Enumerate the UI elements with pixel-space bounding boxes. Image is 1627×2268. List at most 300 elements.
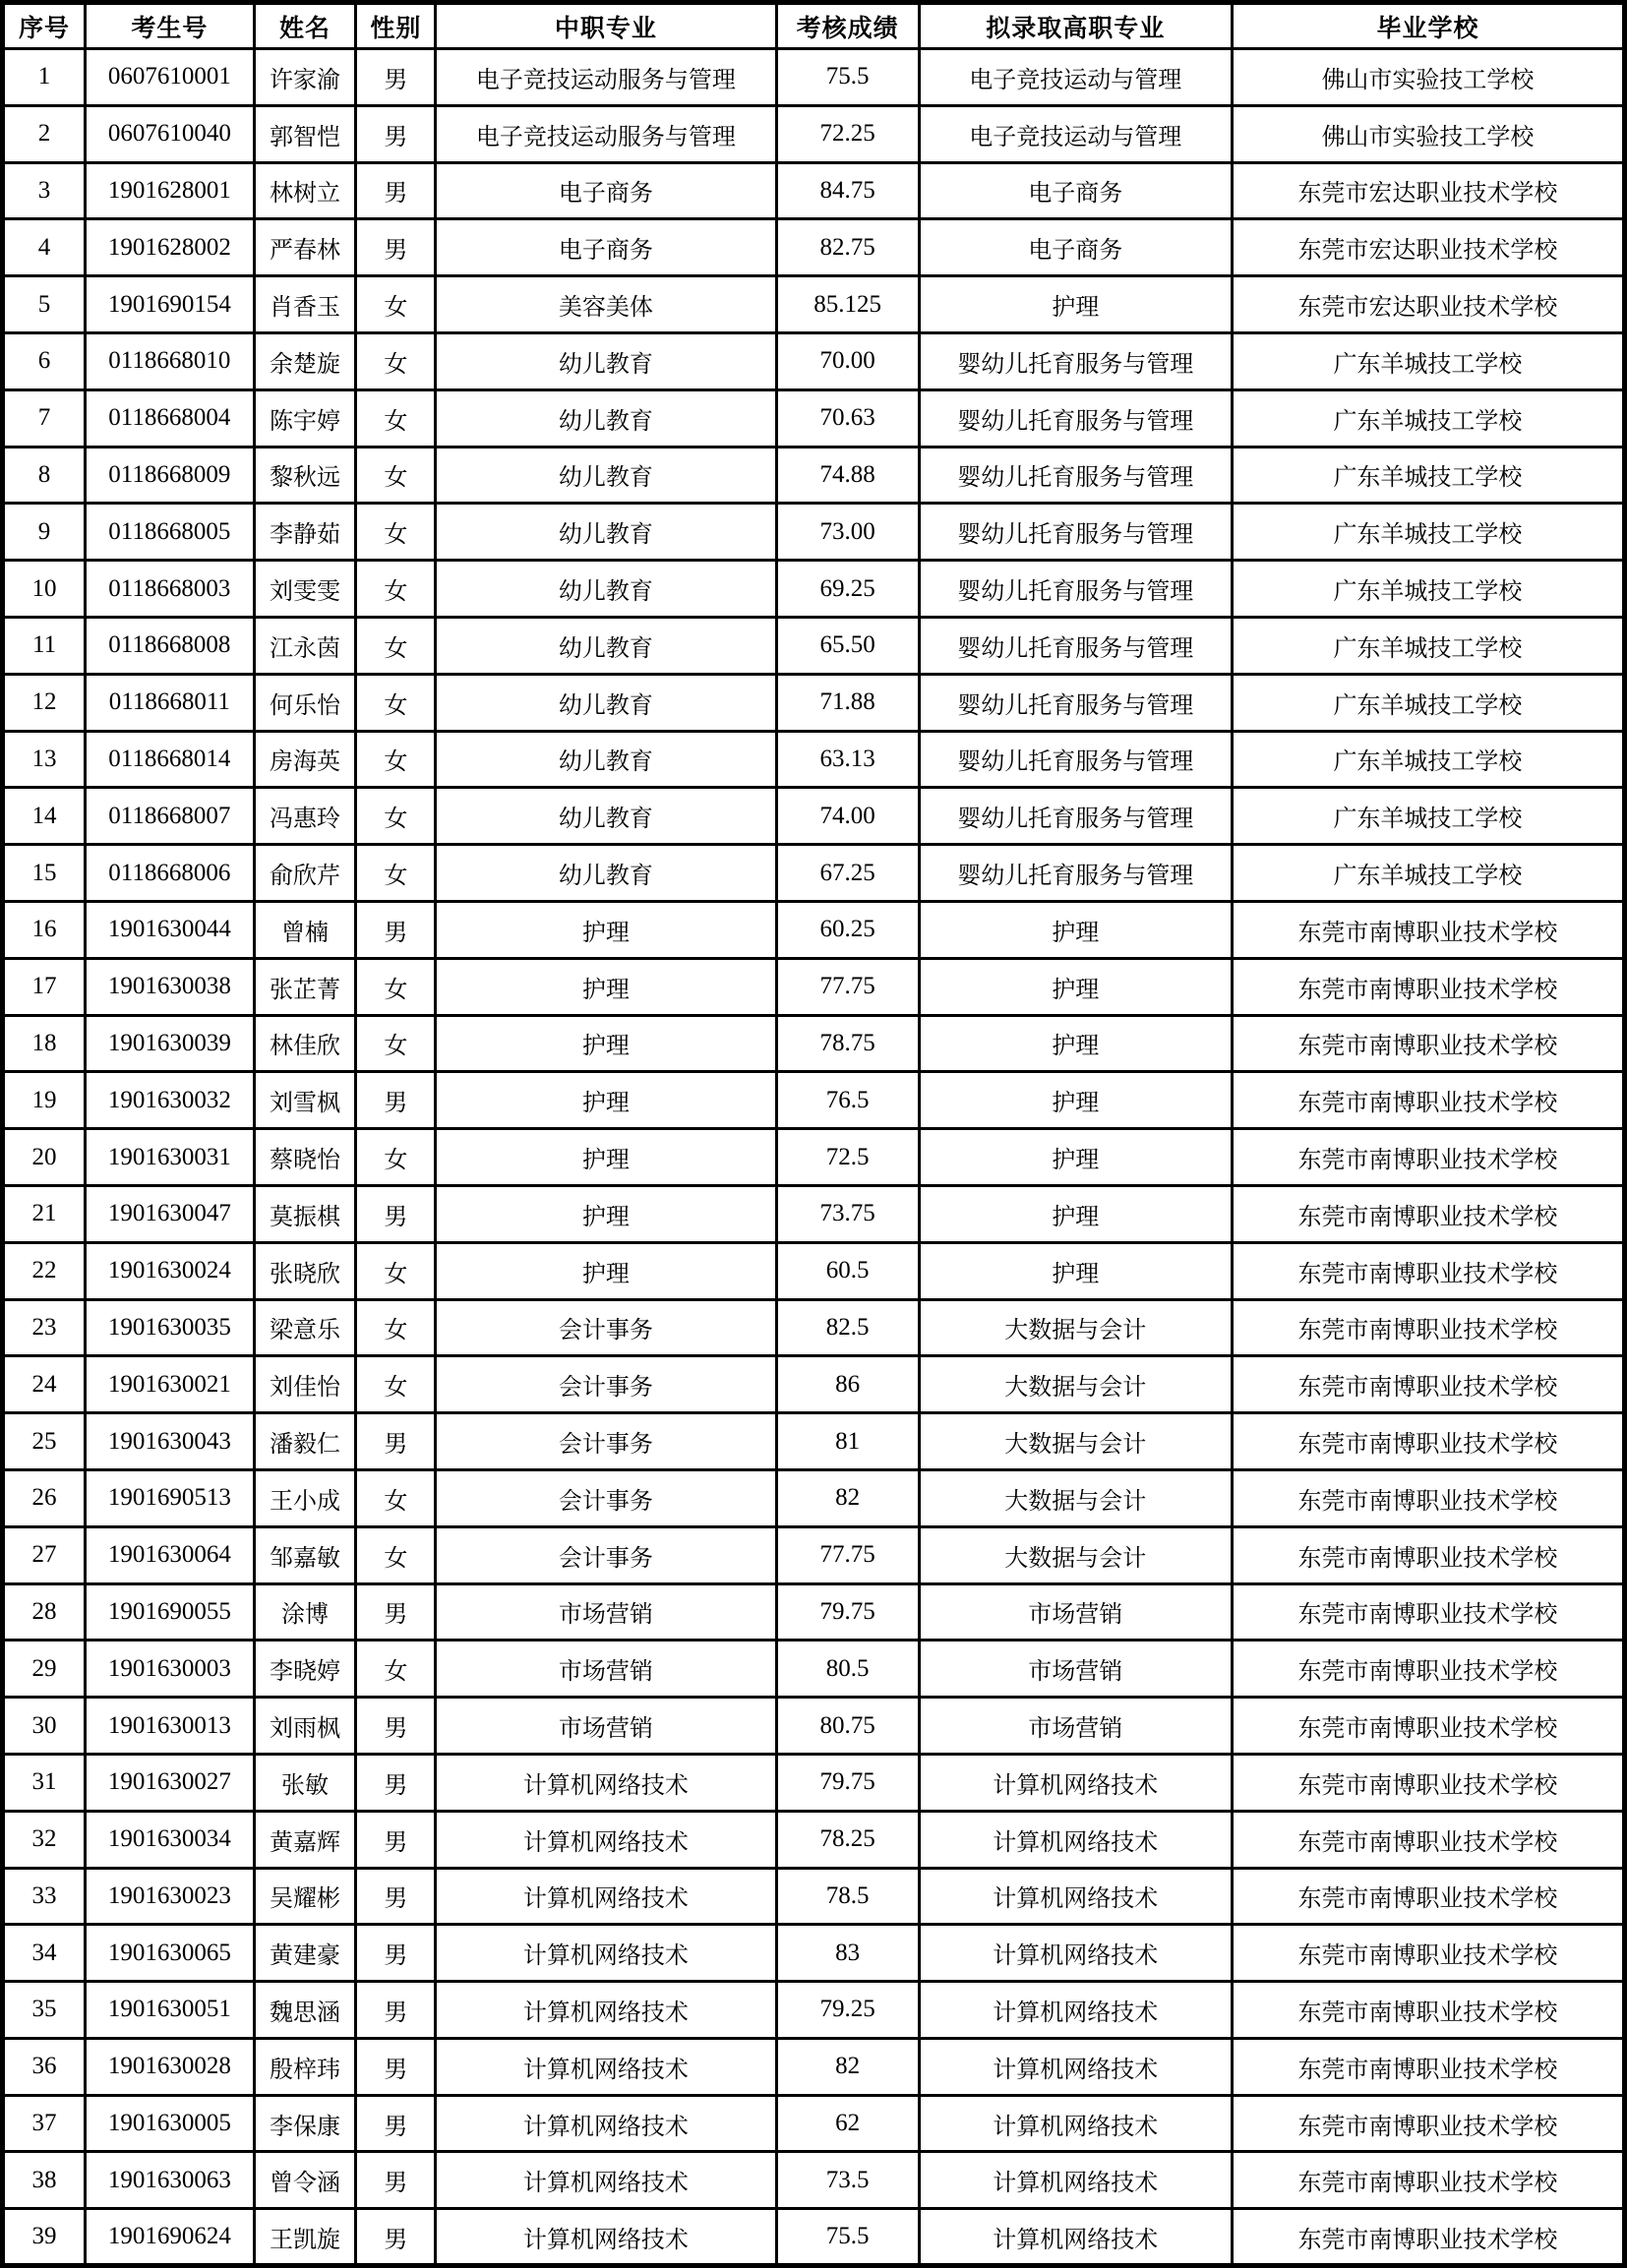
cell-seq: 3: [3, 162, 86, 219]
cell-school: 广东羊城技工学校: [1232, 561, 1624, 618]
cell-candidate-no: 1901630024: [86, 1242, 254, 1299]
cell-mid-major: 护理: [436, 958, 776, 1015]
cell-mid-major: 幼儿教育: [436, 389, 776, 447]
cell-seq: 36: [3, 2038, 86, 2095]
cell-admit-major: 计算机网络技术: [919, 2038, 1232, 2095]
cell-school: 东莞市南博职业技术学校: [1232, 958, 1624, 1015]
cell-gender: 男: [356, 2038, 436, 2095]
table-row: [3, 561, 1625, 618]
cell-school: 东莞市南博职业技术学校: [1232, 1072, 1624, 1129]
cell-candidate-no: 1901628002: [86, 219, 254, 276]
cell-admit-major: 计算机网络技术: [919, 2095, 1232, 2152]
cell-admit-major: 大数据与会计: [919, 1469, 1232, 1526]
cell-gender: 男: [356, 2095, 436, 2152]
cell-seq: 16: [3, 901, 86, 958]
cell-gender: 女: [356, 1356, 436, 1413]
cell-admit-major: 市场营销: [919, 1698, 1232, 1755]
cell-school: 佛山市实验技工学校: [1232, 105, 1624, 162]
cell-school: 东莞市南博职业技术学校: [1232, 1583, 1624, 1641]
cell-school: 东莞市宏达职业技术学校: [1232, 276, 1624, 333]
cell-score: 75.5: [776, 49, 919, 106]
cell-mid-major: 幼儿教育: [436, 674, 776, 731]
cell-seq: 18: [3, 1015, 86, 1072]
cell-name: 陈宇婷: [254, 389, 356, 447]
cell-candidate-no: 1901630038: [86, 958, 254, 1015]
cell-candidate-no: 1901630051: [86, 1982, 254, 2039]
cell-admit-major: 计算机网络技术: [919, 2209, 1232, 2266]
table-row: [3, 1469, 1625, 1526]
column-header-school: 毕业学校: [1232, 3, 1624, 49]
cell-seq: 27: [3, 1526, 86, 1583]
cell-school: 东莞市南博职业技术学校: [1232, 2038, 1624, 2095]
cell-name: 黄建豪: [254, 1925, 356, 1982]
cell-seq: 23: [3, 1299, 86, 1356]
cell-candidate-no: 1901630064: [86, 1526, 254, 1583]
cell-admit-major: 大数据与会计: [919, 1413, 1232, 1470]
cell-school: 东莞市南博职业技术学校: [1232, 1982, 1624, 2039]
cell-candidate-no: 1901630039: [86, 1015, 254, 1072]
cell-admit-major: 大数据与会计: [919, 1526, 1232, 1583]
cell-school: 东莞市宏达职业技术学校: [1232, 219, 1624, 276]
cell-gender: 男: [356, 901, 436, 958]
cell-seq: 32: [3, 1811, 86, 1868]
cell-mid-major: 计算机网络技术: [436, 1811, 776, 1868]
cell-gender: 女: [356, 1299, 436, 1356]
cell-seq: 17: [3, 958, 86, 1015]
cell-candidate-no: 1901630021: [86, 1356, 254, 1413]
table-row: [3, 1811, 1625, 1868]
cell-score: 62: [776, 2095, 919, 2152]
cell-name: 李晓婷: [254, 1641, 356, 1698]
cell-score: 84.75: [776, 162, 919, 219]
cell-admit-major: 大数据与会计: [919, 1356, 1232, 1413]
cell-admit-major: 婴幼儿托育服务与管理: [919, 447, 1232, 504]
cell-admit-major: 计算机网络技术: [919, 1811, 1232, 1868]
cell-seq: 9: [3, 504, 86, 561]
table-body: [3, 49, 1625, 2266]
cell-score: 67.25: [776, 845, 919, 902]
cell-score: 80.75: [776, 1698, 919, 1755]
cell-name: 涂博: [254, 1583, 356, 1641]
cell-mid-major: 会计事务: [436, 1469, 776, 1526]
cell-gender: 男: [356, 2152, 436, 2209]
cell-candidate-no: 1901630065: [86, 1925, 254, 1982]
cell-admit-major: 计算机网络技术: [919, 2152, 1232, 2209]
cell-candidate-no: 0118668004: [86, 389, 254, 447]
cell-gender: 女: [356, 389, 436, 447]
table-row: [3, 901, 1625, 958]
cell-name: 许家渝: [254, 49, 356, 106]
cell-score: 83: [776, 1925, 919, 1982]
cell-seq: 2: [3, 105, 86, 162]
table-row: [3, 105, 1625, 162]
cell-score: 70.00: [776, 332, 919, 389]
cell-school: 东莞市南博职业技术学校: [1232, 2209, 1624, 2266]
table-row: [3, 1072, 1625, 1129]
cell-seq: 8: [3, 447, 86, 504]
cell-name: 黎秋远: [254, 447, 356, 504]
cell-name: 李保康: [254, 2095, 356, 2152]
cell-candidate-no: 1901630044: [86, 901, 254, 958]
cell-score: 73.75: [776, 1185, 919, 1242]
cell-seq: 34: [3, 1925, 86, 1982]
cell-mid-major: 计算机网络技术: [436, 1982, 776, 2039]
cell-gender: 男: [356, 1072, 436, 1129]
table-row: [3, 276, 1625, 333]
table-row: [3, 674, 1625, 731]
cell-candidate-no: 1901630032: [86, 1072, 254, 1129]
cell-school: 东莞市南博职业技术学校: [1232, 1413, 1624, 1470]
cell-candidate-no: 0607610001: [86, 49, 254, 106]
cell-seq: 28: [3, 1583, 86, 1641]
cell-admit-major: 婴幼儿托育服务与管理: [919, 504, 1232, 561]
cell-name: 黄嘉辉: [254, 1811, 356, 1868]
cell-school: 广东羊城技工学校: [1232, 447, 1624, 504]
cell-gender: 女: [356, 788, 436, 845]
cell-candidate-no: 0118668011: [86, 674, 254, 731]
cell-gender: 男: [356, 219, 436, 276]
cell-admit-major: 护理: [919, 1185, 1232, 1242]
cell-seq: 39: [3, 2209, 86, 2266]
table-row: [3, 731, 1625, 788]
cell-name: 莫振棋: [254, 1185, 356, 1242]
cell-school: 东莞市南博职业技术学校: [1232, 1299, 1624, 1356]
table-row: [3, 49, 1625, 106]
cell-gender: 女: [356, 958, 436, 1015]
cell-mid-major: 护理: [436, 1015, 776, 1072]
cell-score: 76.5: [776, 1072, 919, 1129]
cell-candidate-no: 1901690624: [86, 2209, 254, 2266]
cell-candidate-no: 0607610040: [86, 105, 254, 162]
cell-school: 广东羊城技工学校: [1232, 332, 1624, 389]
cell-candidate-no: 1901628001: [86, 162, 254, 219]
cell-name: 张晓欣: [254, 1242, 356, 1299]
cell-score: 77.75: [776, 1526, 919, 1583]
table-row: [3, 788, 1625, 845]
cell-candidate-no: 0118668005: [86, 504, 254, 561]
cell-score: 79.75: [776, 1583, 919, 1641]
cell-seq: 37: [3, 2095, 86, 2152]
cell-seq: 21: [3, 1185, 86, 1242]
cell-school: 广东羊城技工学校: [1232, 674, 1624, 731]
table-row: [3, 2152, 1625, 2209]
cell-score: 78.75: [776, 1015, 919, 1072]
cell-name: 余楚旋: [254, 332, 356, 389]
cell-gender: 女: [356, 504, 436, 561]
cell-admit-major: 护理: [919, 901, 1232, 958]
cell-score: 63.13: [776, 731, 919, 788]
cell-school: 东莞市南博职业技术学校: [1232, 1811, 1624, 1868]
cell-admit-major: 电子竞技运动与管理: [919, 49, 1232, 106]
cell-mid-major: 计算机网络技术: [436, 2095, 776, 2152]
cell-candidate-no: 1901690055: [86, 1583, 254, 1641]
cell-admit-major: 婴幼儿托育服务与管理: [919, 674, 1232, 731]
cell-gender: 男: [356, 1413, 436, 1470]
cell-name: 吴耀彬: [254, 1868, 356, 1925]
cell-gender: 女: [356, 1526, 436, 1583]
cell-candidate-no: 1901630034: [86, 1811, 254, 1868]
cell-gender: 男: [356, 1925, 436, 1982]
cell-mid-major: 市场营销: [436, 1698, 776, 1755]
cell-gender: 男: [356, 1583, 436, 1641]
table-row: [3, 1641, 1625, 1698]
cell-mid-major: 护理: [436, 1129, 776, 1186]
cell-mid-major: 计算机网络技术: [436, 2152, 776, 2209]
table-row: [3, 845, 1625, 902]
cell-name: 刘雨枫: [254, 1698, 356, 1755]
cell-score: 82.5: [776, 1299, 919, 1356]
cell-admit-major: 大数据与会计: [919, 1299, 1232, 1356]
cell-name: 俞欣芹: [254, 845, 356, 902]
cell-candidate-no: 0118668006: [86, 845, 254, 902]
cell-gender: 女: [356, 1015, 436, 1072]
cell-name: 刘佳怡: [254, 1356, 356, 1413]
cell-school: 东莞市南博职业技术学校: [1232, 1129, 1624, 1186]
header-row: [3, 3, 1625, 49]
cell-name: 曾楠: [254, 901, 356, 958]
cell-mid-major: 电子商务: [436, 162, 776, 219]
cell-mid-major: 计算机网络技术: [436, 2209, 776, 2266]
cell-mid-major: 会计事务: [436, 1413, 776, 1470]
cell-mid-major: 市场营销: [436, 1583, 776, 1641]
cell-mid-major: 幼儿教育: [436, 845, 776, 902]
cell-name: 房海英: [254, 731, 356, 788]
cell-school: 广东羊城技工学校: [1232, 788, 1624, 845]
cell-name: 严春林: [254, 219, 356, 276]
cell-admit-major: 护理: [919, 1242, 1232, 1299]
cell-gender: 女: [356, 332, 436, 389]
cell-score: 72.25: [776, 105, 919, 162]
cell-seq: 29: [3, 1641, 86, 1698]
cell-school: 东莞市南博职业技术学校: [1232, 901, 1624, 958]
cell-school: 东莞市南博职业技术学校: [1232, 1015, 1624, 1072]
cell-seq: 24: [3, 1356, 86, 1413]
cell-mid-major: 护理: [436, 1072, 776, 1129]
cell-school: 广东羊城技工学校: [1232, 731, 1624, 788]
cell-seq: 11: [3, 617, 86, 674]
cell-gender: 女: [356, 1641, 436, 1698]
cell-score: 70.63: [776, 389, 919, 447]
cell-score: 85.125: [776, 276, 919, 333]
cell-seq: 12: [3, 674, 86, 731]
cell-score: 86: [776, 1356, 919, 1413]
column-header-admit-major: 拟录取高职专业: [919, 3, 1232, 49]
cell-name: 郭智恺: [254, 105, 356, 162]
table-row: [3, 1015, 1625, 1072]
cell-admit-major: 计算机网络技术: [919, 1868, 1232, 1925]
cell-admit-major: 电子商务: [919, 219, 1232, 276]
cell-gender: 男: [356, 2209, 436, 2266]
cell-mid-major: 市场营销: [436, 1641, 776, 1698]
cell-score: 82: [776, 1469, 919, 1526]
cell-seq: 7: [3, 389, 86, 447]
cell-seq: 1: [3, 49, 86, 106]
cell-candidate-no: 0118668010: [86, 332, 254, 389]
column-header-score: 考核成绩: [776, 3, 919, 49]
table-row: [3, 1698, 1625, 1755]
cell-candidate-no: 1901630013: [86, 1698, 254, 1755]
cell-mid-major: 会计事务: [436, 1356, 776, 1413]
cell-name: 梁意乐: [254, 1299, 356, 1356]
cell-candidate-no: 1901630063: [86, 2152, 254, 2209]
cell-school: 广东羊城技工学校: [1232, 504, 1624, 561]
cell-gender: 女: [356, 674, 436, 731]
cell-candidate-no: 1901690513: [86, 1469, 254, 1526]
cell-name: 张芷菁: [254, 958, 356, 1015]
cell-name: 刘雯雯: [254, 561, 356, 618]
cell-school: 东莞市南博职业技术学校: [1232, 1754, 1624, 1811]
cell-seq: 14: [3, 788, 86, 845]
cell-mid-major: 幼儿教育: [436, 731, 776, 788]
cell-candidate-no: 1901630043: [86, 1413, 254, 1470]
cell-name: 冯惠玲: [254, 788, 356, 845]
cell-mid-major: 幼儿教育: [436, 617, 776, 674]
cell-admit-major: 婴幼儿托育服务与管理: [919, 617, 1232, 674]
cell-name: 蔡晓怡: [254, 1129, 356, 1186]
cell-candidate-no: 1901630047: [86, 1185, 254, 1242]
cell-score: 74.88: [776, 447, 919, 504]
cell-gender: 男: [356, 1698, 436, 1755]
cell-score: 71.88: [776, 674, 919, 731]
table-row: [3, 504, 1625, 561]
cell-mid-major: 幼儿教育: [436, 504, 776, 561]
cell-seq: 13: [3, 731, 86, 788]
cell-mid-major: 护理: [436, 901, 776, 958]
cell-seq: 30: [3, 1698, 86, 1755]
table-row: [3, 2038, 1625, 2095]
table-header: [3, 3, 1625, 49]
column-header-seq: 序号: [3, 3, 86, 49]
table-row: [3, 389, 1625, 447]
cell-admit-major: 护理: [919, 958, 1232, 1015]
cell-candidate-no: 1901630031: [86, 1129, 254, 1186]
cell-admit-major: 婴幼儿托育服务与管理: [919, 845, 1232, 902]
cell-school: 东莞市南博职业技术学校: [1232, 1698, 1624, 1755]
cell-seq: 15: [3, 845, 86, 902]
table-row: [3, 1356, 1625, 1413]
cell-admit-major: 婴幼儿托育服务与管理: [919, 389, 1232, 447]
table-row: [3, 1982, 1625, 2039]
cell-admit-major: 婴幼儿托育服务与管理: [919, 731, 1232, 788]
cell-admit-major: 婴幼儿托育服务与管理: [919, 332, 1232, 389]
cell-seq: 10: [3, 561, 86, 618]
cell-mid-major: 幼儿教育: [436, 332, 776, 389]
cell-school: 广东羊城技工学校: [1232, 617, 1624, 674]
cell-school: 东莞市南博职业技术学校: [1232, 1242, 1624, 1299]
cell-school: 佛山市实验技工学校: [1232, 49, 1624, 106]
cell-score: 75.5: [776, 2209, 919, 2266]
cell-name: 何乐怡: [254, 674, 356, 731]
table-row: [3, 162, 1625, 219]
cell-candidate-no: 0118668009: [86, 447, 254, 504]
cell-score: 69.25: [776, 561, 919, 618]
cell-school: 广东羊城技工学校: [1232, 389, 1624, 447]
cell-admit-major: 电子商务: [919, 162, 1232, 219]
cell-gender: 男: [356, 105, 436, 162]
cell-score: 80.5: [776, 1641, 919, 1698]
cell-seq: 20: [3, 1129, 86, 1186]
cell-gender: 女: [356, 276, 436, 333]
cell-score: 60.5: [776, 1242, 919, 1299]
cell-mid-major: 电子竞技运动服务与管理: [436, 49, 776, 106]
cell-school: 东莞市南博职业技术学校: [1232, 1526, 1624, 1583]
cell-name: 曾令涵: [254, 2152, 356, 2209]
cell-gender: 女: [356, 447, 436, 504]
cell-gender: 男: [356, 1754, 436, 1811]
cell-score: 78.5: [776, 1868, 919, 1925]
cell-gender: 男: [356, 1185, 436, 1242]
cell-name: 魏思涵: [254, 1982, 356, 2039]
table-row: [3, 447, 1625, 504]
cell-gender: 男: [356, 162, 436, 219]
table-row: [3, 1754, 1625, 1811]
cell-school: 东莞市南博职业技术学校: [1232, 1868, 1624, 1925]
cell-admit-major: 婴幼儿托育服务与管理: [919, 561, 1232, 618]
cell-candidate-no: 1901630027: [86, 1754, 254, 1811]
cell-admit-major: 计算机网络技术: [919, 1925, 1232, 1982]
cell-name: 潘毅仁: [254, 1413, 356, 1470]
cell-school: 东莞市宏达职业技术学校: [1232, 162, 1624, 219]
cell-gender: 女: [356, 561, 436, 618]
cell-seq: 35: [3, 1982, 86, 2039]
cell-school: 东莞市南博职业技术学校: [1232, 1925, 1624, 1982]
cell-mid-major: 幼儿教育: [436, 561, 776, 618]
cell-gender: 女: [356, 617, 436, 674]
table-row: [3, 2209, 1625, 2266]
cell-score: 79.75: [776, 1754, 919, 1811]
cell-candidate-no: 1901630035: [86, 1299, 254, 1356]
cell-score: 78.25: [776, 1811, 919, 1868]
cell-school: 东莞市南博职业技术学校: [1232, 1641, 1624, 1698]
column-header-gender: 性别: [356, 3, 436, 49]
cell-gender: 女: [356, 845, 436, 902]
cell-name: 殷梓玮: [254, 2038, 356, 2095]
cell-admit-major: 护理: [919, 276, 1232, 333]
cell-admit-major: 婴幼儿托育服务与管理: [919, 788, 1232, 845]
cell-school: 东莞市南博职业技术学校: [1232, 1185, 1624, 1242]
cell-school: 东莞市南博职业技术学校: [1232, 2152, 1624, 2209]
cell-admit-major: 计算机网络技术: [919, 1982, 1232, 2039]
cell-seq: 31: [3, 1754, 86, 1811]
cell-name: 肖香玉: [254, 276, 356, 333]
cell-mid-major: 幼儿教育: [436, 788, 776, 845]
cell-gender: 女: [356, 1242, 436, 1299]
cell-mid-major: 护理: [436, 1185, 776, 1242]
table-row: [3, 1413, 1625, 1470]
table-row: [3, 617, 1625, 674]
column-header-candidate-no: 考生号: [86, 3, 254, 49]
cell-gender: 女: [356, 1129, 436, 1186]
cell-candidate-no: 0118668007: [86, 788, 254, 845]
cell-admit-major: 护理: [919, 1015, 1232, 1072]
cell-gender: 男: [356, 1982, 436, 2039]
cell-name: 李静茹: [254, 504, 356, 561]
table-row: [3, 1583, 1625, 1641]
cell-candidate-no: 1901630028: [86, 2038, 254, 2095]
cell-name: 刘雪枫: [254, 1072, 356, 1129]
cell-mid-major: 计算机网络技术: [436, 1925, 776, 1982]
cell-admit-major: 市场营销: [919, 1583, 1232, 1641]
cell-gender: 女: [356, 1469, 436, 1526]
cell-school: 东莞市南博职业技术学校: [1232, 1356, 1624, 1413]
cell-name: 王小成: [254, 1469, 356, 1526]
table-row: [3, 1129, 1625, 1186]
cell-school: 东莞市南博职业技术学校: [1232, 2095, 1624, 2152]
cell-seq: 26: [3, 1469, 86, 1526]
cell-candidate-no: 0118668014: [86, 731, 254, 788]
table-row: [3, 1925, 1625, 1982]
cell-candidate-no: 0118668008: [86, 617, 254, 674]
